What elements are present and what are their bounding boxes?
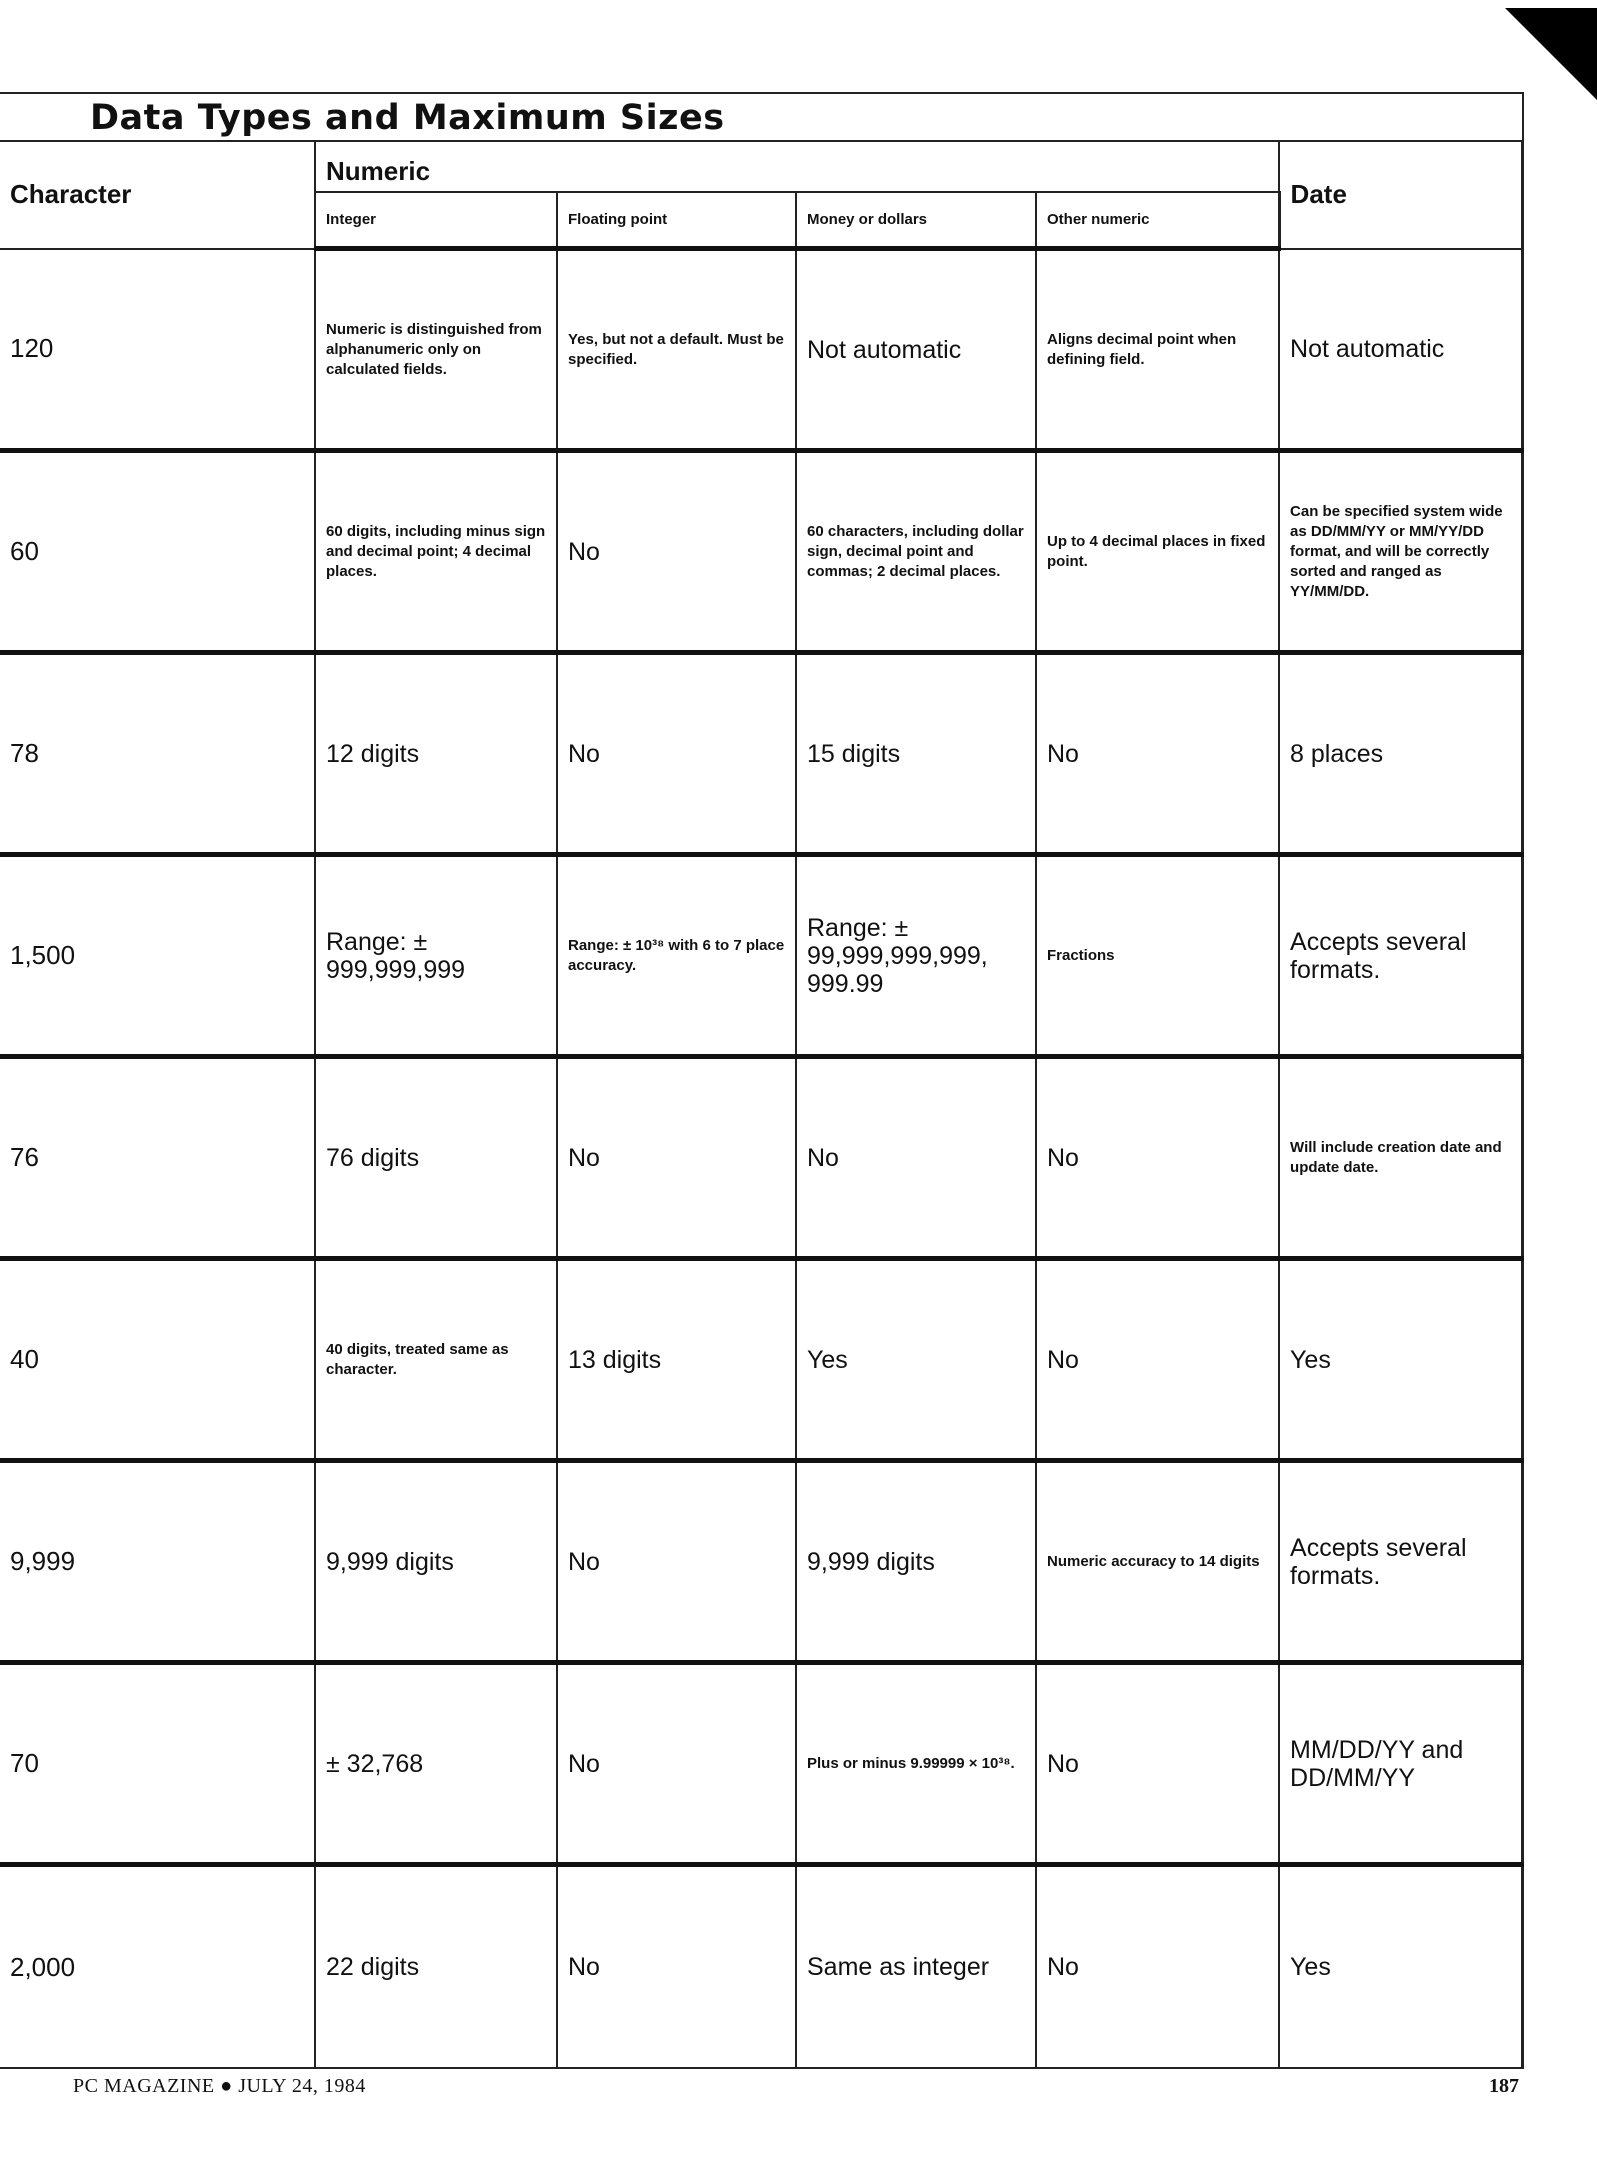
cell-character: 78 [0, 653, 315, 855]
cell-other: Aligns decimal point when defining field. [1036, 249, 1279, 451]
table-title: Data Types and Maximum Sizes [90, 98, 725, 138]
cell-character: 120 [0, 249, 315, 451]
table-row [0, 451, 1522, 653]
cell-money: No [796, 1057, 1036, 1259]
cell-character: 2,000 [0, 1865, 315, 2069]
header-character: Character [0, 141, 315, 249]
cell-money: 60 characters, including dollar sign, decimal point and commas; 2 decimal places. [796, 451, 1036, 653]
cell-money: Yes [796, 1259, 1036, 1461]
cell-floating: Range: ± 10³⁸ with 6 to 7 place accuracy. [557, 855, 796, 1057]
cell-other: Fractions [1036, 855, 1279, 1057]
cell-money: 15 digits [796, 653, 1036, 855]
cell-integer: 9,999 digits [315, 1461, 557, 1663]
cell-integer: 60 digits, including minus sign and decimal point; 4 decimal places. [315, 451, 557, 653]
title-bar [0, 92, 1524, 142]
cell-money: 9,999 digits [796, 1461, 1036, 1663]
table-row [0, 249, 1522, 451]
cell-money: Plus or minus 9.99999 × 10³⁸. [796, 1663, 1036, 1865]
table-row [0, 1461, 1522, 1663]
cell-integer: 40 digits, treated same as character. [315, 1259, 557, 1461]
table-row [0, 1259, 1522, 1461]
cell-date: Can be specified system wide as DD/MM/YY or MM/YY/DD format, and will be correctly sorted and ranged as YY/MM/DD. [1279, 451, 1522, 653]
cell-other: No [1036, 1663, 1279, 1865]
table-row [0, 653, 1522, 855]
cell-other: Up to 4 decimal places in fixed point. [1036, 451, 1279, 653]
cell-integer: Numeric is distinguished from alphanumeric only on calculated fields. [315, 249, 557, 451]
cell-character: 76 [0, 1057, 315, 1259]
cell-floating: No [557, 1461, 796, 1663]
header-numeric: Numeric [315, 141, 1279, 192]
cell-other: No [1036, 1259, 1279, 1461]
cell-character: 70 [0, 1663, 315, 1865]
cell-floating: Yes, but not a default. Must be specified. [557, 249, 796, 451]
cell-date: Not automatic [1279, 249, 1522, 451]
cell-date: Yes [1279, 1259, 1522, 1461]
header-money: Money or dollars [796, 192, 1036, 249]
cell-floating: No [557, 653, 796, 855]
cell-floating: No [557, 1865, 796, 2069]
cell-other: No [1036, 1865, 1279, 2069]
table-row [0, 855, 1522, 1057]
cell-character: 40 [0, 1259, 315, 1461]
cell-date: Yes [1279, 1865, 1522, 2069]
table-row [0, 1865, 1522, 2069]
cell-character: 9,999 [0, 1461, 315, 1663]
footer-publication: PC MAGAZINE ● JULY 24, 1984 [73, 2075, 366, 2097]
header-integer: Integer [315, 192, 557, 249]
cell-integer: ± 32,768 [315, 1663, 557, 1865]
cell-other: No [1036, 1057, 1279, 1259]
cell-floating: 13 digits [557, 1259, 796, 1461]
table-row [0, 1057, 1522, 1259]
cell-character: 60 [0, 451, 315, 653]
cell-integer: Range: ± 999,999,999 [315, 855, 557, 1057]
cell-date: Accepts several formats. [1279, 855, 1522, 1057]
corner-triangle-mark [1505, 8, 1597, 100]
header-other-numeric: Other numeric [1036, 192, 1279, 249]
cell-floating: No [557, 1057, 796, 1259]
data-types-table [0, 140, 1524, 2069]
cell-money: Same as integer [796, 1865, 1036, 2069]
header-row-main [0, 141, 1522, 192]
header-date: Date [1279, 141, 1522, 249]
cell-integer: 22 digits [315, 1865, 557, 2069]
cell-integer: 76 digits [315, 1057, 557, 1259]
cell-character: 1,500 [0, 855, 315, 1057]
header-floating-point: Floating point [557, 192, 796, 249]
cell-money: Not automatic [796, 249, 1036, 451]
cell-other: Numeric accuracy to 14 digits [1036, 1461, 1279, 1663]
cell-date: Will include creation date and update date. [1279, 1057, 1522, 1259]
footer-page-number: 187 [1489, 2075, 1519, 2097]
cell-floating: No [557, 451, 796, 653]
cell-other: No [1036, 653, 1279, 855]
cell-date: MM/DD/YY and DD/MM/YY [1279, 1663, 1522, 1865]
table-row [0, 1663, 1522, 1865]
cell-integer: 12 digits [315, 653, 557, 855]
cell-date: 8 places [1279, 653, 1522, 855]
cell-date: Accepts several formats. [1279, 1461, 1522, 1663]
cell-money: Range: ± 99,999,999,999, 999.99 [796, 855, 1036, 1057]
cell-floating: No [557, 1663, 796, 1865]
